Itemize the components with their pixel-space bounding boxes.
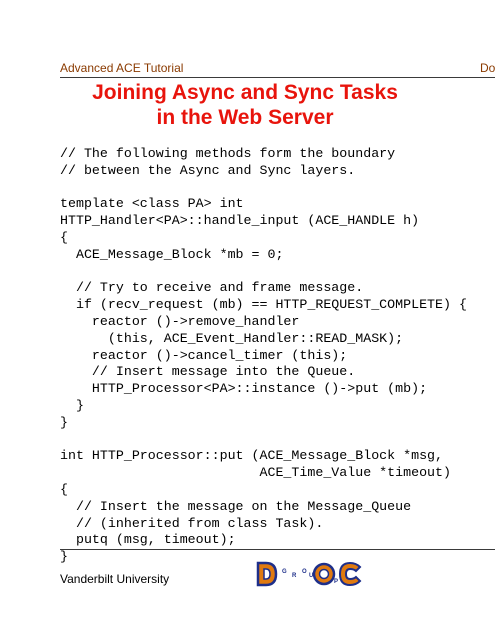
slide-title: [60, 80, 430, 130]
slide-title-line-2: in the Web Server: [156, 106, 334, 129]
code-listing: [60, 146, 467, 566]
code-line: ACE_Time_Value *timeout): [60, 465, 451, 481]
code-line: template <class PA> int: [60, 196, 244, 212]
code-line: HTTP_Processor<PA>::instance ()->put (mb);: [60, 381, 428, 397]
code-line: putq (msg, timeout);: [60, 532, 236, 548]
header-section-label: Do: [480, 61, 495, 75]
code-line: reactor ()->remove_handler: [60, 313, 300, 329]
logo-letter-d: [258, 563, 276, 585]
logo-letter-c: [340, 563, 360, 585]
header-divider: [60, 77, 495, 78]
slide-title-line-1: Joining Async and Sync Tasks: [92, 81, 398, 104]
code-line: // (inherited from class Task).: [60, 515, 324, 531]
code-line: [60, 432, 467, 449]
code-line: [60, 264, 467, 281]
code-line: (this, ACE_Event_Handler::READ_MASK);: [60, 330, 404, 346]
code-line: int HTTP_Processor::put (ACE_Message_Block *msg,: [60, 448, 444, 464]
footer-institution: Vanderbilt University: [60, 572, 170, 586]
logo-small-letter: O: [302, 569, 307, 575]
code-line: // Insert message into the Queue.: [60, 364, 356, 380]
code-line: // The following methods form the boundary: [60, 146, 396, 161]
footer-divider: [60, 549, 495, 550]
doc-group-logo: [256, 561, 364, 587]
code-line: if (recv_request (mb) == HTTP_REQUEST_COMPLETE) {: [60, 297, 467, 313]
code-line: reactor ()->cancel_timer (this);: [60, 347, 348, 363]
logo-small-letter: U: [309, 573, 314, 579]
course-title: Advanced ACE Tutorial: [60, 61, 184, 75]
code-line: {: [60, 229, 68, 245]
code-line: }: [60, 549, 68, 565]
code-line: }: [60, 414, 68, 430]
logo-small-letter: G: [282, 569, 287, 575]
code-line: [60, 180, 467, 197]
logo-small-letter: P: [334, 579, 339, 585]
logo-letter-o: [314, 564, 334, 584]
code-line: ACE_Message_Block *mb = 0;: [60, 246, 284, 262]
code-line: {: [60, 481, 68, 497]
code-line: }: [60, 397, 84, 413]
code-line: // Try to receive and frame message.: [60, 280, 364, 296]
code-line: // between the Async and Sync layers.: [60, 162, 356, 178]
code-line: HTTP_Handler<PA>::handle_input (ACE_HANDLE h): [60, 213, 420, 229]
code-line: // Insert the message on the Message_Queue: [60, 498, 412, 514]
logo-small-letter: R: [292, 573, 297, 579]
